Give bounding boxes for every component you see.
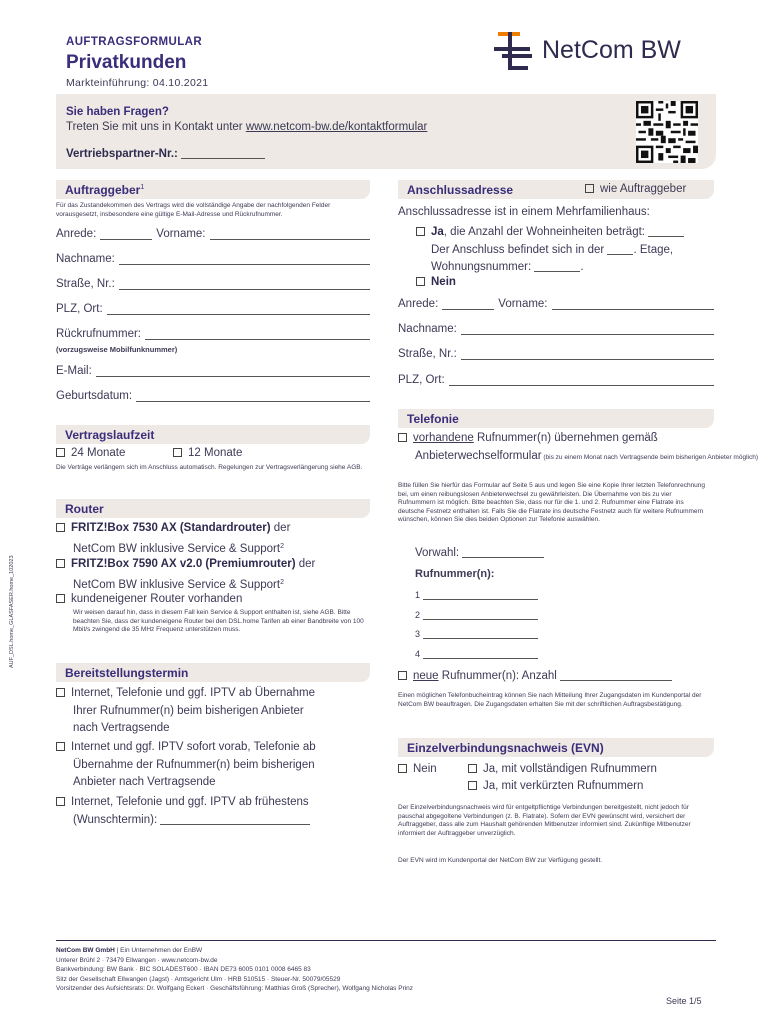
router-own[interactable]	[56, 591, 242, 609]
an-nachname-row	[398, 323, 714, 335]
evn-voll[interactable]	[468, 761, 657, 779]
plz-label: PLZ, Ort:	[56, 303, 103, 315]
wie-auftraggeber-label: wie Auftraggeber	[600, 183, 687, 195]
bereitstellung-opt2-line3: Anbieter nach Vertragsende	[73, 776, 216, 788]
geburtsdatum-label: Geburtsdatum:	[56, 390, 133, 402]
mfh-nein-label: Nein	[431, 276, 456, 288]
footer-address: Unterer Brühl 2 · 73479 Ellwangen · www.netcom-bw.de	[56, 956, 218, 964]
mfh-ja-bold: Ja	[431, 226, 444, 238]
router-7530[interactable]	[56, 520, 290, 559]
rueckruf-label: Rückrufnummer:	[56, 328, 141, 340]
laufzeit-12-checkbox[interactable]	[173, 448, 182, 457]
telefonie-neue[interactable]	[398, 668, 672, 686]
footer-board: Vorsitzender des Aufsichtsrats: Dr. Wolfgang Eckert · Geschäftsführung: Matthias Groß (Sprecher), Wolfgang Nicholas Prinz	[56, 985, 414, 992]
vorwahl-label: Vorwahl:	[415, 547, 460, 559]
router-7590-rest: der	[295, 558, 316, 570]
bereitstellung-opt3[interactable]	[56, 794, 310, 829]
vorname-label: Vorname:	[156, 228, 206, 240]
vorhandene-underlined: vorhandene	[413, 432, 474, 444]
telefonie-note: Bitte füllen Sie hierfür das Formular auf Seite 5 aus und legen Sie eine Kopie Ihrer letzten Telefonrechnung bei, um einen reibungslosen Anbieterwechsel zu gewährleisten. Die Übernahme von bis zu vier Rufnummern ist möglich. Bitte beachten Sie, dass nur für die 1. und 2. Rufnummer eine Flatrate ins deutsche Festnetz enthalten ist. Falls Sie die Flatrate ins deutsche Festnetz auch für weitere Rufnummern wünschen, können Sie dies beiden Optionen zur Telefonie auswählen.	[398, 482, 706, 523]
email-row	[56, 365, 370, 377]
sales-partner-field[interactable]	[181, 148, 265, 159]
evn-nein-checkbox[interactable]	[398, 764, 407, 773]
etage-field[interactable]	[607, 244, 633, 255]
nachname-label: Nachname:	[56, 253, 115, 265]
bereitstellung-opt1-line3: nach Vertragsende	[73, 722, 170, 734]
an-vorname-label: Vorname:	[498, 298, 548, 310]
auftraggeber-heading	[56, 180, 370, 199]
logo-text: NetCom BW	[542, 36, 681, 64]
neue-anzahl-field[interactable]	[560, 670, 672, 681]
wohnung-field[interactable]	[534, 261, 580, 272]
rufnummer-4-field[interactable]	[423, 650, 538, 659]
netcom-logo	[494, 32, 714, 72]
nachname-field[interactable]	[119, 253, 370, 265]
anschluss-heading: Anschlussadresse	[398, 180, 714, 199]
mfh-question: Anschlussadresse ist in einem Mehrfamilienhaus:	[398, 206, 650, 218]
vorwahl-row	[415, 547, 544, 559]
bereitstellung-opt2[interactable]	[56, 739, 316, 792]
evn-heading: Einzelverbindungsnachweis (EVN)	[398, 738, 714, 757]
wohneinheiten-field[interactable]	[648, 226, 684, 237]
bereitstellung-heading: Bereitstellungstermin	[56, 663, 370, 682]
footer-divider	[56, 940, 716, 941]
rufnummer-1-field[interactable]	[423, 591, 538, 600]
bereitstellung-opt2-checkbox[interactable]	[56, 742, 65, 751]
telefonie-heading: Telefonie	[398, 409, 714, 428]
an-strasse-label: Straße, Nr.:	[398, 348, 457, 360]
evn-note-1: Der Einzelverbindungsnachweis wird für entgeltpflichtige Verbindungen bereitgestellt, nicht jedoch für pauschal abgegoltene Verbindungen (z. B. Flatrate). Sofern der EVN gewünscht wird, versichert der Auftraggeber, dass alle zum Haushalt gehörenden Mitbenutzer informiert sind. Zukünftige Mitbenutzer informiert der Auftraggeber unverzüglich.	[398, 804, 691, 837]
router-7530-name: FRITZ!Box 7530 AX (Standardrouter)	[71, 522, 271, 534]
router-7590-line2: NetCom BW inklusive Service & Support	[73, 579, 281, 592]
geburtsdatum-field[interactable]	[136, 390, 370, 402]
laufzeit-12[interactable]	[173, 445, 242, 463]
side-code: AUF_DSL.home_GLASFASER.home_102023	[9, 555, 15, 668]
an-plz-label: PLZ, Ort:	[398, 374, 445, 386]
an-strasse-row	[398, 348, 714, 360]
etage-suffix: . Etage,	[633, 243, 674, 256]
strasse-field[interactable]	[119, 278, 370, 290]
rufnummer-2	[415, 610, 538, 620]
router-7590-sup: 2	[280, 578, 284, 586]
an-nachname-label: Nachname:	[398, 323, 457, 335]
vorname-field[interactable]	[210, 228, 370, 240]
mfh-ja-rest: , die Anzahl der Wohneinheiten beträgt:	[443, 226, 645, 238]
contact-box	[56, 94, 716, 169]
mfh-ja[interactable]: Ja, die Anzahl der Wohneinheiten beträgt: Der Anschluss befindet sich in der . Etage, Wohnungsnummer: .	[416, 224, 684, 277]
an-anrede-field[interactable]	[442, 299, 494, 310]
laufzeit-heading: Vertragslaufzeit	[56, 425, 370, 444]
plz-row	[56, 303, 370, 315]
router-7530-rest: der	[270, 522, 291, 534]
evn-verkuerzt-label: Ja, mit verkürzten Rufnummern	[483, 780, 644, 792]
telefonie-vorhandene[interactable]	[398, 430, 758, 466]
router-7590-name: FRITZ!Box 7590 AX v2.0 (Premiumrouter)	[71, 558, 296, 570]
evn-verkuerzt[interactable]	[468, 778, 643, 796]
rueckruf-row	[56, 328, 370, 340]
auftraggeber-intro: Für das Zustandekommen des Vertrags wird die vollständige Angabe der nachfolgenden Felder vorausgesetzt, insbesondere eine gültige E-Mail-Adresse und Rückrufnummer.	[56, 202, 331, 218]
rufnummer-4-label: 4	[415, 649, 421, 659]
rufnummer-1	[415, 590, 538, 600]
netcom-logo-mark-icon	[494, 32, 538, 70]
bereitstellung-opt1-line2: Ihrer Rufnummer(n) beim bisherigen Anbieter	[73, 704, 304, 717]
router-note: Wir weisen darauf hin, dass in diesem Fall kein Service & Support enthalten ist, siehe AGB. Bitte beachten Sie, dass der kundeneigene Router bei den DSL.home Tarifen ab einer Bandbreite von 100 Mbit/s zwingend die 35 MHz Frequenz unterstützen muss.	[73, 609, 364, 633]
mfh-nein[interactable]	[416, 274, 456, 292]
evn-voll-label: Ja, mit vollständigen Rufnummern	[483, 763, 657, 775]
an-anrede-row	[398, 298, 714, 310]
market-intro: Markteinführung: 04.10.2021	[66, 77, 209, 89]
rufnummer-3-field[interactable]	[423, 630, 538, 639]
anbieterwechsel-label: Anbieterwechselformular	[415, 449, 542, 462]
contact-question: Sie haben Fragen?	[66, 106, 169, 118]
auftraggeber-footnote-mark: 1	[140, 184, 145, 191]
mfh-ja-checkbox[interactable]	[416, 227, 425, 236]
mfh-nein-checkbox[interactable]	[416, 277, 425, 286]
strasse-row	[56, 278, 370, 290]
rueckruf-field[interactable]	[145, 328, 370, 340]
an-vorname-field[interactable]	[552, 298, 714, 310]
wie-auftraggeber[interactable]	[585, 183, 686, 195]
rufnummer-2-field[interactable]	[423, 611, 538, 620]
evn-note-2: Der EVN wird im Kundenportal der NetCom BW zur Verfügung gestellt.	[398, 857, 603, 864]
sales-partner	[66, 148, 265, 160]
footer-registry: Sitz der Gesellschaft Ellwangen (Jagst) · Amtsgericht Ulm · HRB 510515 · Steuer-Nr. 50079/05529	[56, 975, 341, 983]
an-plz-field[interactable]	[449, 374, 714, 386]
bereitstellung-opt1-checkbox[interactable]	[56, 688, 65, 697]
wohnung-label: Wohnungsnummer:	[431, 261, 532, 273]
router-7530-line2: NetCom BW inklusive Service & Support	[73, 543, 281, 556]
rufnummer-3	[415, 629, 538, 639]
rufnummer-3-label: 3	[415, 629, 421, 639]
evn-voll-checkbox[interactable]	[468, 764, 477, 773]
wunschtermin-field[interactable]	[160, 814, 310, 825]
anrede-label: Anrede:	[56, 228, 97, 240]
router-own-checkbox[interactable]	[56, 594, 65, 603]
an-nachname-field[interactable]	[461, 323, 714, 335]
an-anrede-label: Anrede:	[398, 298, 439, 310]
form-label: AUFTRAGSFORMULAR	[66, 36, 203, 48]
email-field[interactable]	[96, 365, 370, 377]
laufzeit-24-checkbox[interactable]	[56, 448, 65, 457]
auftraggeber-heading-text: Auftraggeber	[65, 183, 141, 197]
strasse-label: Straße, Nr.:	[56, 278, 115, 290]
telefonie-vorhandene-checkbox[interactable]	[398, 433, 407, 442]
contact-text-prefix: Treten Sie mit uns in Kontakt unter	[66, 121, 246, 133]
rueckruf-note: (vorzugsweise Mobilfunknummer)	[56, 345, 178, 354]
laufzeit-24-label: 24 Monate	[71, 447, 126, 459]
page-title: Privatkunden	[66, 52, 187, 73]
laufzeit-12-label: 12 Monate	[188, 447, 243, 459]
router-own-label: kundeneigener Router vorhanden	[71, 593, 243, 605]
evn-verkuerzt-checkbox[interactable]	[468, 781, 477, 790]
contact-link[interactable]: www.netcom-bw.de/kontaktformular	[245, 121, 428, 133]
sales-partner-label: Vertriebspartner-Nr.:	[66, 148, 178, 160]
bereitstellung-opt1[interactable]	[56, 685, 315, 738]
etage-label: Der Anschluss befindet sich in der	[431, 243, 605, 256]
page-number: Seite 1/5	[666, 996, 702, 1006]
footer-info	[56, 946, 413, 994]
email-label: E-Mail:	[56, 365, 92, 377]
laufzeit-24[interactable]	[56, 445, 125, 463]
telefonie-neue-checkbox[interactable]	[398, 671, 407, 680]
bereitstellung-opt1-line1: Internet, Telefonie und ggf. IPTV ab Übernahme	[71, 687, 315, 699]
an-strasse-field[interactable]	[461, 348, 714, 360]
footer-company-rest: | Ein Unternehmen der EnBW	[114, 947, 203, 954]
rufnummer-2-label: 2	[415, 610, 421, 620]
router-7590[interactable]	[56, 556, 315, 595]
bereitstellung-opt2-line2: Übernahme der Rufnummer(n) beim bisherigen	[73, 758, 315, 771]
vorhandene-rest: Rufnummer(n) übernehmen gemäß	[473, 432, 658, 444]
neue-note: Einen möglichen Telefonbucheintrag können Sie nach Mitteilung Ihrer Zugangsdaten im Kundenportal der NetCom BW beauftragen. Die Zugangsdaten erhalten Sie mit der schriftlichen Auftragsbestätigung.	[398, 692, 702, 708]
neue-rest: Rufnummer(n): Anzahl	[438, 670, 557, 682]
rufnummern-label: Rufnummer(n):	[415, 568, 495, 580]
bereitstellung-opt3-checkbox[interactable]	[56, 797, 65, 806]
an-plz-row	[398, 374, 714, 386]
footer-company	[56, 946, 413, 956]
router-7590-checkbox[interactable]	[56, 559, 65, 568]
router-heading: Router	[56, 499, 370, 518]
qr-code-icon	[636, 101, 698, 163]
anrede-field[interactable]	[100, 229, 152, 240]
laufzeit-note: Die Verträge verlängern sich im Anschluss automatisch. Regelungen zur Vertragsverlängerung siehe AGB.	[56, 464, 363, 471]
vorwahl-field[interactable]	[462, 547, 544, 558]
contact-text	[66, 121, 427, 133]
anrede-row	[56, 228, 370, 240]
footer-bank: Bankverbindung: BW Bank · BIC SOLADEST600 · IBAN DE73 6005 0101 0008 6465 83	[56, 966, 311, 973]
evn-nein-label: Nein	[413, 763, 437, 775]
rufnummer-1-label: 1	[415, 590, 421, 600]
neue-underlined: neue	[413, 670, 439, 682]
geburtsdatum-row	[56, 390, 370, 402]
nachname-row	[56, 253, 370, 265]
rufnummer-4	[415, 649, 538, 659]
evn-nein[interactable]	[398, 761, 437, 779]
anbieterwechsel-note: (bis zu einem Monat nach Vertragsende beim bisherigen Anbieter möglich)	[541, 453, 758, 461]
plz-field[interactable]	[107, 303, 370, 315]
router-7530-checkbox[interactable]	[56, 523, 65, 532]
bereitstellung-opt3-line2: (Wunschtermin):	[73, 813, 158, 826]
bereitstellung-opt2-line1: Internet und ggf. IPTV sofort vorab, Telefonie ab	[71, 741, 316, 753]
wie-auftraggeber-checkbox[interactable]	[585, 184, 594, 193]
bereitstellung-opt3-line1: Internet, Telefonie und ggf. IPTV ab frühestens	[71, 796, 309, 808]
footer-company-name: NetCom BW GmbH	[56, 947, 115, 954]
router-7530-sup: 2	[280, 542, 284, 550]
